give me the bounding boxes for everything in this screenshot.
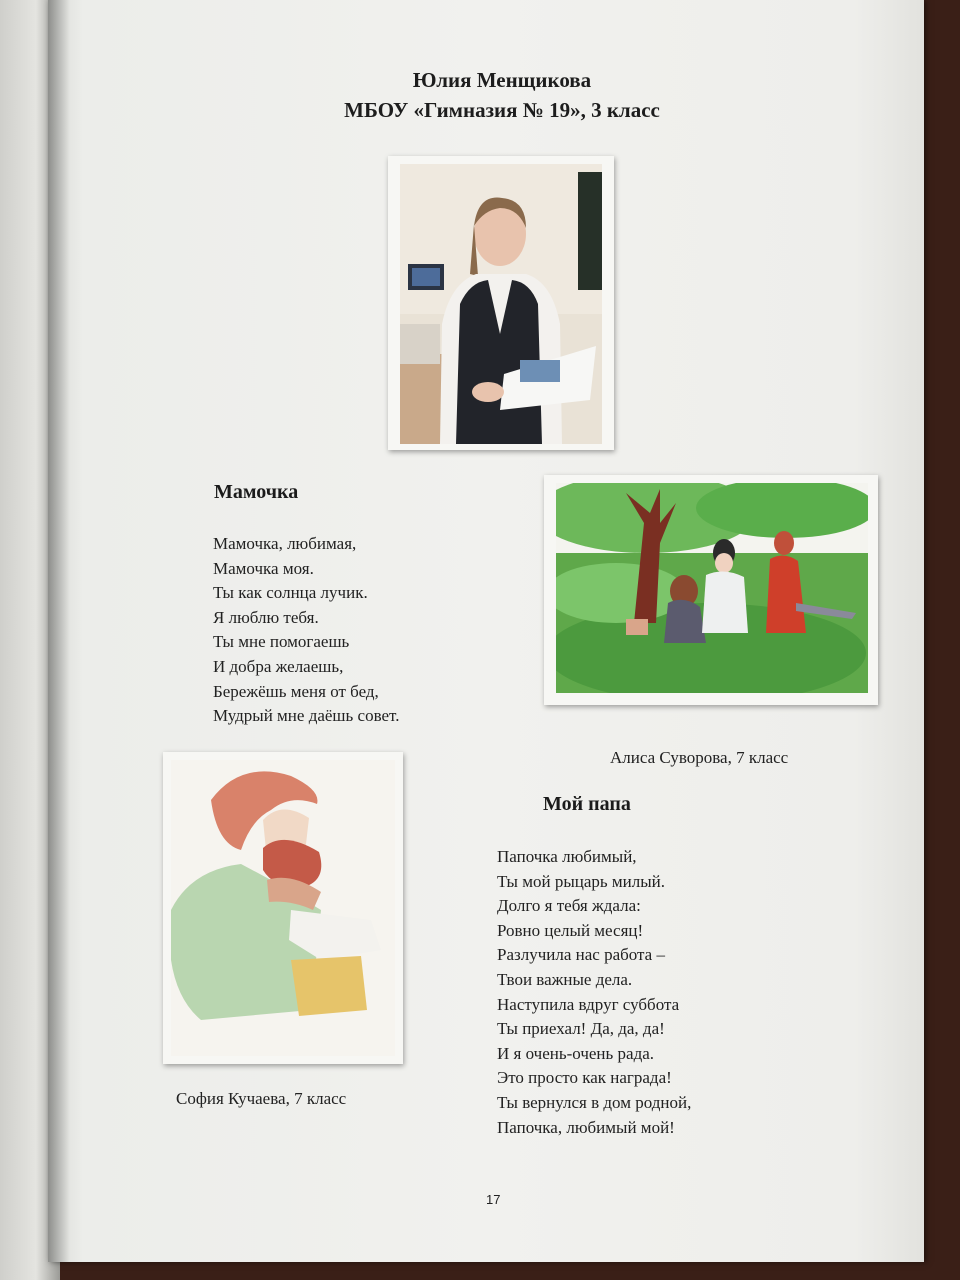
- poem-line: Ты как солнца лучик.: [213, 583, 368, 603]
- poem-title-moy-papa: Мой папа: [543, 793, 631, 815]
- illustration2-caption: София Кучаева, 7 класс: [176, 1089, 347, 1108]
- poem-line: Папочка, любимый мой!: [497, 1117, 675, 1137]
- poem-line: Ты мне помогаешь: [213, 632, 350, 652]
- author-photo-image: [400, 164, 602, 444]
- poem-line: И я очень-очень рада.: [497, 1043, 655, 1063]
- poem-line: Мамочка, любимая,: [213, 534, 357, 553]
- poem-line: Мудрый мне даёшь совет.: [213, 706, 400, 726]
- father-illustration: [163, 752, 403, 1064]
- poem-line: Это просто как награда!: [497, 1068, 672, 1088]
- poem-line: И добра желаешь,: [213, 656, 344, 676]
- poem-line: Ты вернулся в дом родной,: [497, 1092, 692, 1112]
- poem-line: Долго я тебя ждала:: [497, 896, 641, 916]
- poem-line: Бережёшь меня от бед,: [213, 681, 379, 701]
- poem-line: Ты приехал! Да, да, да!: [497, 1019, 665, 1039]
- father-illustration-image: [171, 760, 395, 1056]
- family-illustration-image: [556, 483, 868, 693]
- family-illustration: [544, 475, 878, 705]
- author-name: Юлия Менщикова: [412, 68, 592, 92]
- poem-line: Папочка любимый,: [497, 847, 637, 866]
- page-number: 17: [486, 1192, 501, 1207]
- poem-line: Я люблю тебя.: [213, 607, 319, 627]
- poem-title-mamochka: Мамочка: [214, 481, 299, 503]
- poem-mamochka-text: [213, 532, 399, 729]
- author-photo: [388, 156, 614, 450]
- poem-line: Мамочка моя.: [213, 558, 314, 578]
- author-school: МБОУ «Гимназия № 19», 3 класс: [344, 98, 660, 122]
- poem-line: Ровно целый месяц!: [497, 920, 644, 940]
- poem-line: Ты мой рыцарь милый.: [497, 871, 665, 891]
- illustration1-caption: Алиса Суворова, 7 класс: [610, 748, 789, 767]
- poem-line: Наступила вдруг суббота: [497, 994, 680, 1014]
- poem-moy-papa-text: [497, 845, 691, 1140]
- poem-line: Разлучила нас работа –: [497, 945, 665, 965]
- poem-line: Твои важные дела.: [497, 969, 633, 989]
- page-fold-shadow: [48, 0, 70, 1262]
